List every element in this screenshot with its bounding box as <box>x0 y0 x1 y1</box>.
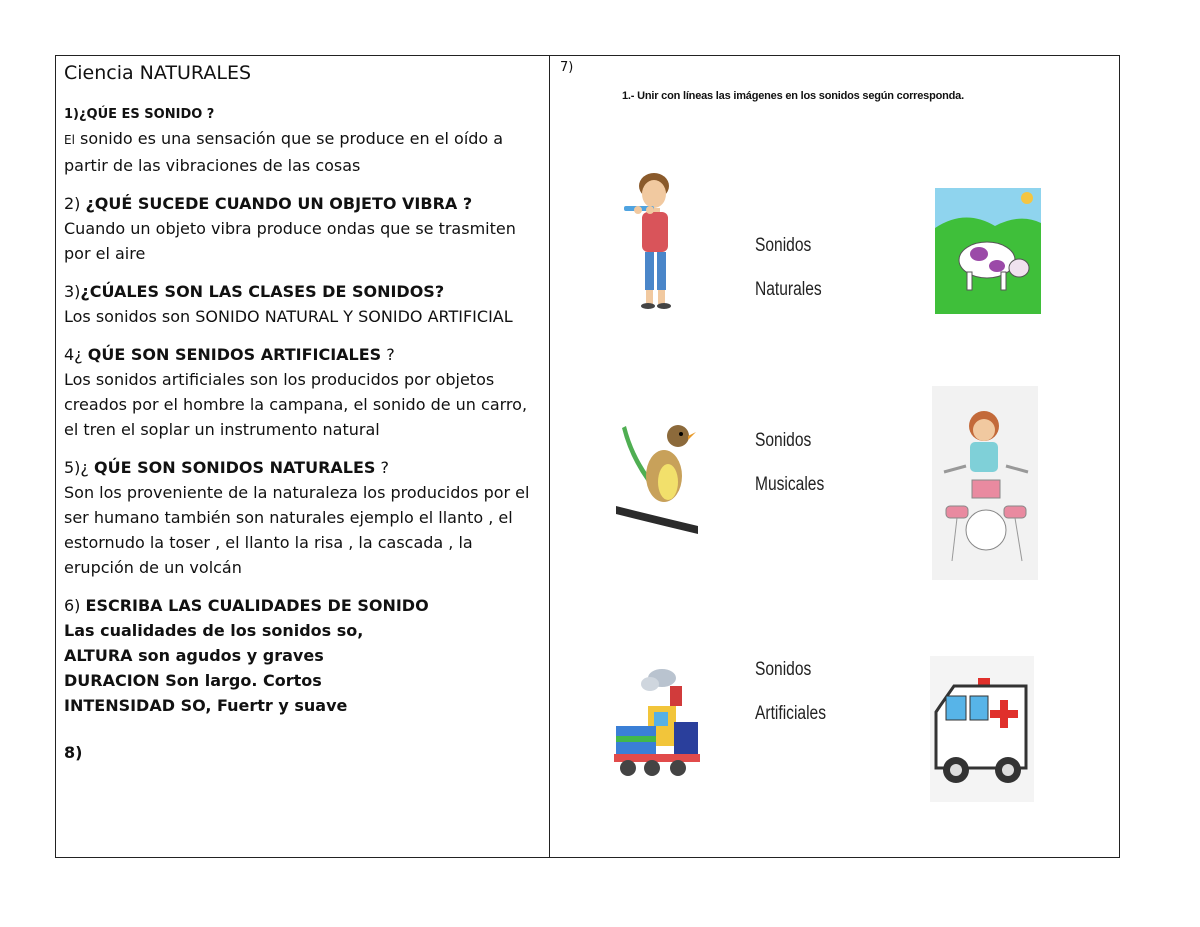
question-5 <box>64 455 542 580</box>
question-3-number: 3) <box>64 282 81 301</box>
label-line-2: Musicales <box>755 474 825 495</box>
question-4-number: 4¿ <box>64 345 88 364</box>
question-3 <box>64 279 542 329</box>
question-6-line: ALTURA son agudos y graves <box>64 646 324 665</box>
drummer-girl-image <box>932 386 1038 580</box>
question-5-number: 5)¿ <box>64 458 94 477</box>
question-8-number: 8) <box>64 743 83 762</box>
question-3-answer: Los sonidos son SONIDO NATURAL Y SONIDO ARTIFICIAL <box>64 307 513 326</box>
question-4-heading: QÚE SON SENIDOS ARTIFICIALES <box>87 345 382 364</box>
label-line-2: Artificiales <box>755 703 826 724</box>
question-4-answer: Los sonidos artificiales son los producidos por objetos creados por el hombre la campana, el sonido de un carro, el tren el soplar un instrumento natural <box>64 370 528 439</box>
label-line-1: Sonidos <box>755 430 812 451</box>
label-line-2: Naturales <box>755 279 822 300</box>
label-sonidos-naturales <box>755 224 822 312</box>
label-line-1: Sonidos <box>755 659 812 680</box>
activity-instruction: 1.- Unir con líneas las imágenes en los sonidos según corresponda. <box>622 90 964 102</box>
question-8 <box>64 740 542 765</box>
bird-image <box>616 406 698 554</box>
questions-column <box>64 60 542 778</box>
question-5-tail: ? <box>375 458 389 477</box>
question-1-answer: sonido es una sensación que se produce en el oído a partir de las vibraciones de las cosas <box>64 129 504 175</box>
question-4 <box>64 342 542 442</box>
question-3-heading: ¿CÚALES SON LAS CLASES DE SONIDOS? <box>80 282 445 301</box>
page-title: Ciencia NATURALES <box>64 62 252 84</box>
question-6-line: Las cualidades de los sonidos so, <box>64 621 364 640</box>
question-2-heading: ¿QUÉ SUCEDE CUANDO UN OBJETO VIBRA ? <box>85 194 473 213</box>
question-2-number: 2) <box>64 194 86 213</box>
question-6 <box>64 593 542 718</box>
train-image <box>612 666 702 784</box>
worksheet-table <box>55 55 1120 858</box>
label-sonidos-musicales <box>755 419 824 507</box>
label-line-1: Sonidos <box>755 235 812 256</box>
question-1-prefix: El <box>64 133 75 147</box>
question-6-number: 6) <box>64 596 86 615</box>
boy-flute-image <box>620 166 692 316</box>
question-6-line: INTENSIDAD SO, Fuertr y suave <box>64 696 348 715</box>
question-4-tail: ? <box>381 345 395 364</box>
question-1 <box>64 100 542 178</box>
question-6-line: DURACION Son largo. Cortos <box>64 671 322 690</box>
question-7-number: 7) <box>560 60 574 75</box>
activity-column <box>550 56 1120 857</box>
question-2 <box>64 191 542 266</box>
question-1-heading: 1)¿QÚE ES SONIDO ? <box>64 107 215 122</box>
ambulance-image <box>930 656 1034 802</box>
question-5-heading: QÚE SON SONIDOS NATURALES <box>94 458 376 477</box>
question-5-answer: Son los proveniente de la naturaleza los producidos por el ser humano también son naturales ejemplo el llanto , el estornudo la toser , el llanto la risa , la cascada , la erupción de un volcán <box>64 483 530 577</box>
question-6-heading: ESCRIBA LAS CUALIDADES DE SONIDO <box>85 596 429 615</box>
question-2-answer: Cuando un objeto vibra produce ondas que se trasmiten por el aire <box>64 219 516 263</box>
cow-image <box>935 188 1041 314</box>
label-sonidos-artificiales <box>755 648 826 736</box>
